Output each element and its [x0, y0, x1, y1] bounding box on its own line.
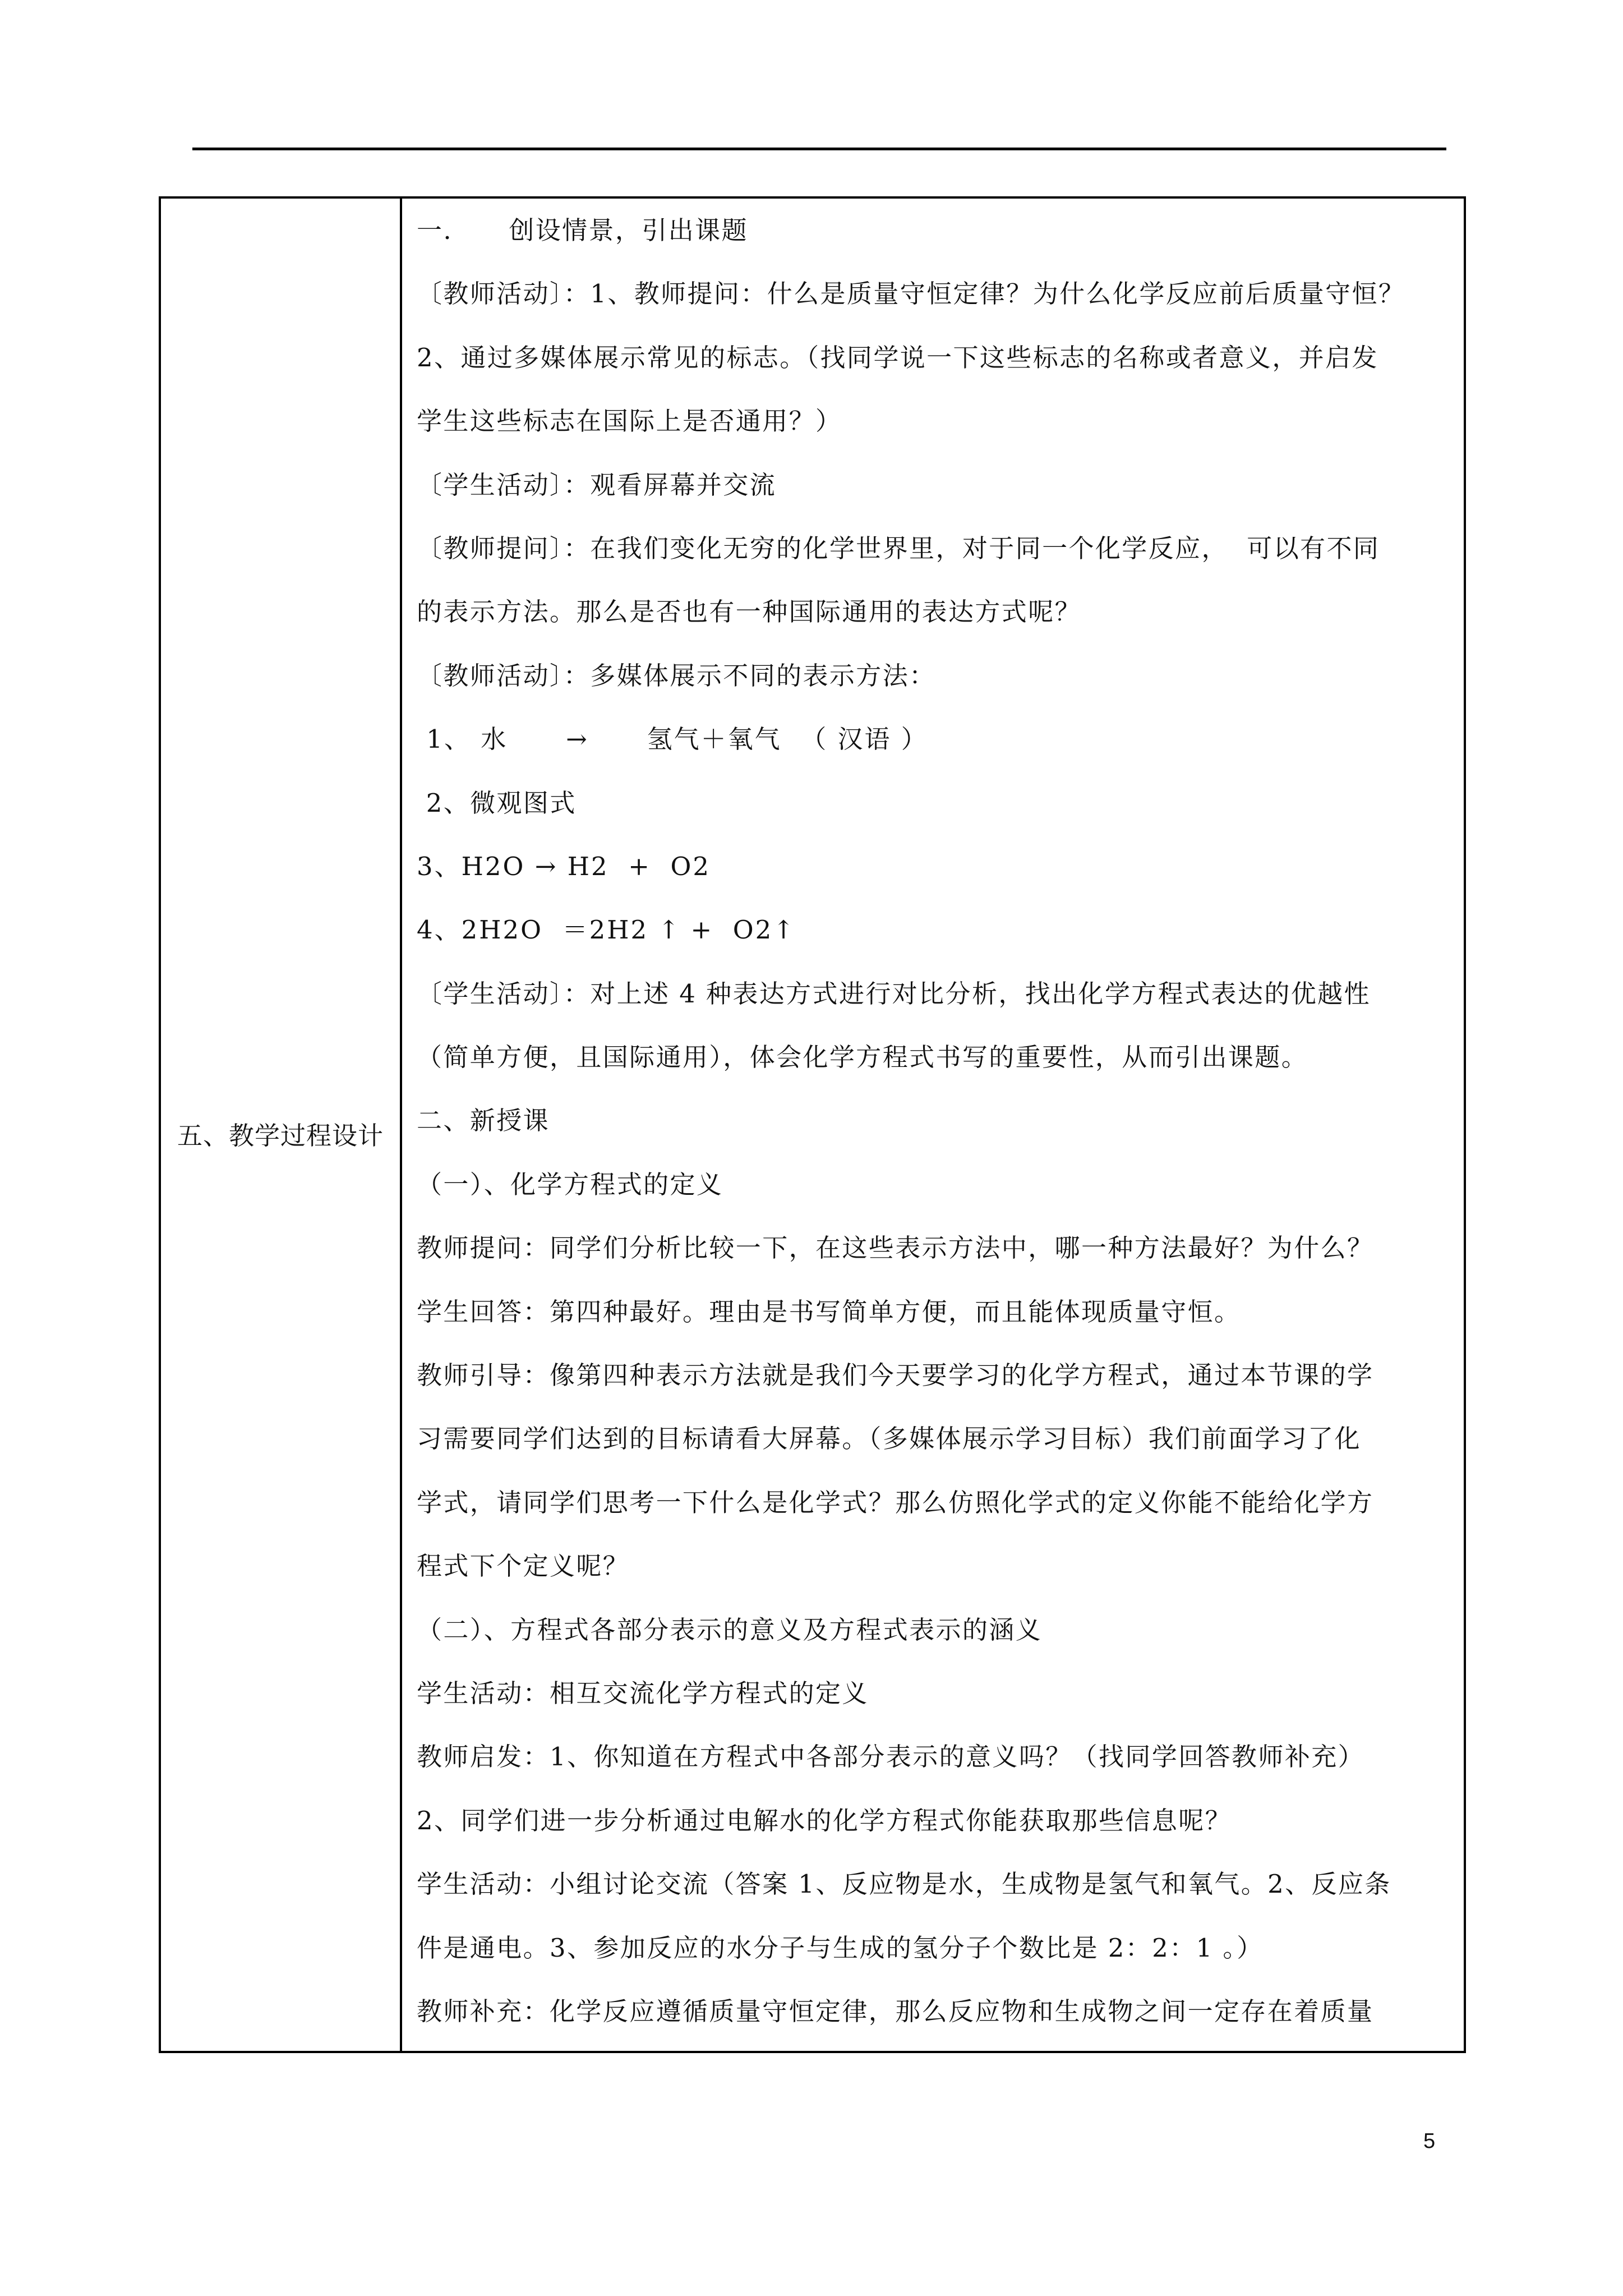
- content-line: 习需要同学们达到的目标请看大屏幕。（多媒体展示学习目标）我们前面学习了化: [417, 1424, 1361, 1454]
- content-line: 一. 创设情景，引出课题: [417, 215, 748, 245]
- content-line: 学式，请同学们思考一下什么是化学式？那么仿照化学式的定义你能不能给化学方: [417, 1487, 1374, 1517]
- content-line: 学生活动：小组讨论交流（答案 1、反应物是水，生成物是氢气和氧气。2、反应条: [417, 1869, 1391, 1899]
- content-line: （简单方便，且国际通用），体会化学方程式书写的重要性，从而引出课题。: [417, 1042, 1308, 1073]
- content-line: 程式下个定义呢？: [417, 1551, 630, 1581]
- content-line: 学生回答：第四种最好。理由是书写简单方便，而且能体现质量守恒。: [417, 1296, 1241, 1327]
- content-line: 学生这些标志在国际上是否通用？）: [417, 406, 842, 436]
- content-line: 教师补充：化学反应遵循质量守恒定律，那么反应物和生成物之间一定存在着质量: [417, 1996, 1374, 2026]
- equation-line: 1、 水 → 氢气＋氧气 （ 汉语 ）: [417, 724, 928, 754]
- content-line: 〔教师活动〕：多媒体展示不同的表示方法：: [417, 660, 936, 691]
- section-label-cell: [161, 199, 402, 2051]
- content-line: 学生活动：相互交流化学方程式的定义: [417, 1678, 869, 1708]
- content-line: 二、新授课: [417, 1106, 550, 1136]
- section-label: 五、教学过程设计: [177, 1121, 384, 1151]
- content-line: 〔教师提问〕：在我们变化无穷的化学世界里，对于同一个化学反应， 可以有不同: [417, 533, 1380, 563]
- equation-line: 3、H2O → H2 + O2: [417, 851, 711, 881]
- content-line: 〔教师活动〕：1、教师提问：什么是质量守恒定律？为什么化学反应前后质量守恒？: [417, 279, 1405, 309]
- page-number: 5: [1423, 2129, 1436, 2153]
- lesson-plan-table: [159, 196, 1466, 2053]
- content-line: 2、通过多媒体展示常见的标志。（找同学说一下这些标志的名称或者意义，并启发: [417, 342, 1378, 372]
- content-line: （一）、化学方程式的定义: [417, 1169, 723, 1199]
- content-line: 教师启发：1、你知道在方程式中各部分表示的意义吗？（找同学回答教师补充）: [417, 1742, 1365, 1772]
- content-line: 〔学生活动〕：观看屏幕并交流: [417, 470, 777, 500]
- content-line: 2、同学们进一步分析通过电解水的化学方程式你能获取那些信息呢？: [417, 1805, 1232, 1835]
- lesson-content-cell: [402, 199, 1464, 2051]
- content-line: 教师提问：同学们分析比较一下，在这些表示方法中，哪一种方法最好？为什么？: [417, 1233, 1374, 1263]
- content-line: 2、微观图式: [417, 788, 577, 818]
- content-line: 教师引导：像第四种表示方法就是我们今天要学习的化学方程式，通过本节课的学: [417, 1360, 1374, 1391]
- equation-line: 4、2H2O ＝2H2 ↑ + O2↑: [417, 915, 796, 945]
- header-rule: [192, 148, 1446, 150]
- content-line: 的表示方法。那么是否也有一种国际通用的表达方式呢？: [417, 597, 1082, 627]
- content-line: 件是通电。3、参加反应的水分子与生成的氢分子个数比是 2：2：1 。）: [417, 1932, 1264, 1963]
- content-line: 〔学生活动〕：对上述 4 种表达方式进行对比分析，找出化学方程式表达的优越性: [417, 978, 1371, 1009]
- content-line: （二）、方程式各部分表示的意义及方程式表示的涵义: [417, 1614, 1043, 1645]
